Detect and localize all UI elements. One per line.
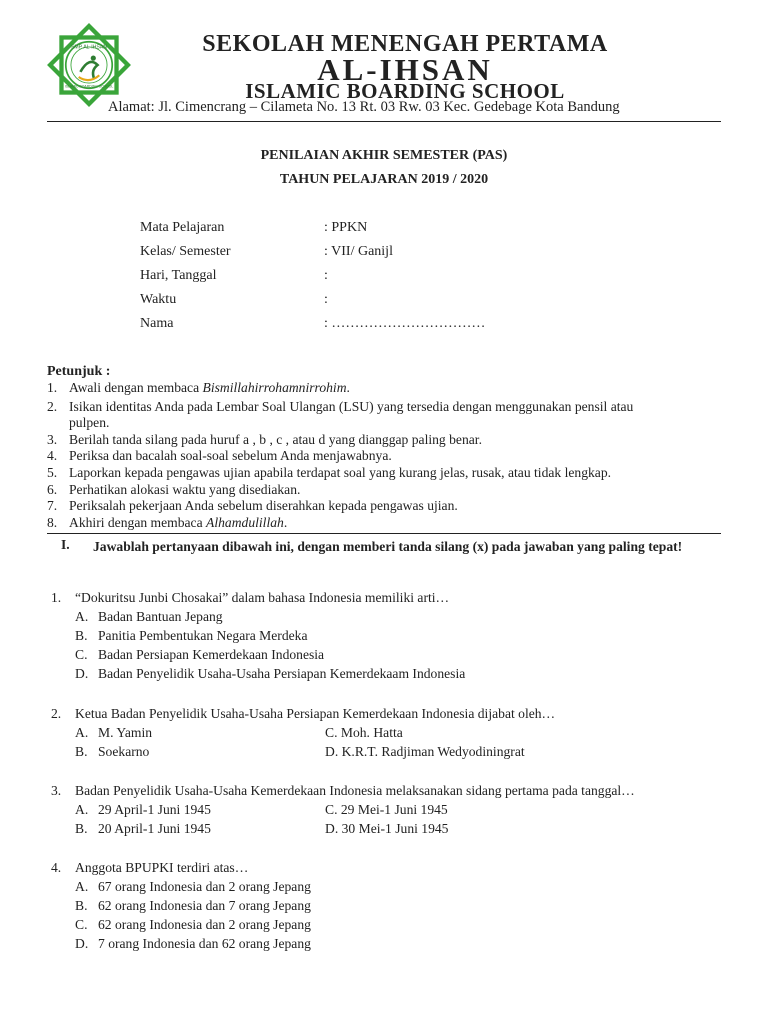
school-logo <box>46 22 132 108</box>
option-text: M. Yamin <box>98 725 153 740</box>
identity-label: Waktu <box>140 292 177 307</box>
instruction-number: 8. <box>47 515 58 530</box>
school-address: Alamat: Jl. Cimencrang – Cilameta No. 13 Rt. 03 Rw. 03 Kec. Gedebage Kota Bandung <box>108 99 620 115</box>
logo-text-bottom: ISLAMIC BOARDING SCHOOL <box>64 84 114 89</box>
option-text: 20 April-1 Juni 1945 <box>98 821 211 836</box>
option-letter: A. <box>75 725 89 740</box>
identity-label: Mata Pelajaran <box>140 220 225 235</box>
question-text: Badan Penyelidik Usaha-Usaha Kemerdekaan Indonesia melaksanakan sidang pertama pada tanggal… <box>75 783 635 798</box>
instruction-text: Periksa dan bacalah soal-soal sebelum Anda menjawabnya. <box>69 448 392 463</box>
option-text: Badan Bantuan Jepang <box>98 609 223 624</box>
option-text: Panitia Pembentukan Negara Merdeka <box>98 628 308 643</box>
section-instruction: Jawablah pertanyaan dibawah ini, dengan memberi tanda silang (x) pada jawaban yang paling tepat! <box>93 539 683 554</box>
option-letter: B. <box>75 821 88 836</box>
instruction-number: 6. <box>47 482 58 497</box>
instruction-text: Akhiri dengan membaca Alhamdulillah. <box>69 515 288 530</box>
option-text: D. K.R.T. Radjiman Wedyodiningrat <box>325 744 525 759</box>
identity-value: : VII/ Ganijl <box>324 244 393 259</box>
question-number: 4. <box>51 860 62 875</box>
question-number: 3. <box>51 783 62 798</box>
option-letter: B. <box>75 744 88 759</box>
option-text: 62 orang Indonesia dan 2 orang Jepang <box>98 917 311 932</box>
school-name-line3: ISLAMIC BOARDING SCHOOL <box>245 79 565 103</box>
question-text: Anggota BPUPKI terdiri atas… <box>75 860 249 875</box>
instruction-number: 5. <box>47 465 58 480</box>
school-name-line2: AL-IHSAN <box>317 52 493 87</box>
option-text: 7 orang Indonesia dan 62 orang Jepang <box>98 936 311 951</box>
instruction-number: 1. <box>47 380 58 395</box>
section-number: I. <box>61 537 70 552</box>
instruction-text: Perhatikan alokasi waktu yang disediakan. <box>69 482 301 497</box>
option-letter: B. <box>75 898 88 913</box>
instruction-text: Laporkan kepada pengawas ujian apabila terdapat soal yang kurang jelas, rusak, atau tidak lengkap. <box>69 465 612 480</box>
option-text: 29 April-1 Juni 1945 <box>98 802 211 817</box>
identity-value: : PPKN <box>324 220 368 235</box>
question-number: 1. <box>51 590 62 605</box>
option-letter: D. <box>75 666 89 681</box>
instruction-text: Periksalah pekerjaan Anda sebelum diserahkan kepada pengawas ujian. <box>69 498 458 513</box>
identity-label: Kelas/ Semester <box>140 244 231 259</box>
option-text: Soekarno <box>98 744 150 759</box>
instruction-number: 4. <box>47 448 58 463</box>
instruction-text: Berilah tanda silang pada huruf a , b , c , atau d yang dianggap paling benar. <box>69 432 482 447</box>
exam-title: PENILAIAN AKHIR SEMESTER (PAS) <box>260 148 508 163</box>
header-divider <box>47 121 721 122</box>
question-text: Ketua Badan Penyelidik Usaha-Usaha Persiapan Kemerdekaan Indonesia dijabat oleh… <box>75 706 556 721</box>
option-letter: D. <box>75 936 89 951</box>
instruction-number: 7. <box>47 498 58 513</box>
option-text: 67 orang Indonesia dan 2 orang Jepang <box>98 879 311 894</box>
option-text: D. 30 Mei-1 Juni 1945 <box>325 821 449 836</box>
option-letter: A. <box>75 609 89 624</box>
option-letter: B. <box>75 628 88 643</box>
identity-value: : <box>324 292 328 307</box>
option-letter: A. <box>75 879 89 894</box>
option-text: C. 29 Mei-1 Juni 1945 <box>325 802 448 817</box>
option-letter: C. <box>75 647 88 662</box>
option-letter: C. <box>75 917 88 932</box>
option-letter: A. <box>75 802 89 817</box>
identity-label: Nama <box>140 316 174 331</box>
option-text: C. Moh. Hatta <box>325 725 403 740</box>
question-number: 2. <box>51 706 62 721</box>
option-text: 62 orang Indonesia dan 7 orang Jepang <box>98 898 311 913</box>
school-year-title: TAHUN PELAJARAN 2019 / 2020 <box>279 172 489 187</box>
instructions-title: Petunjuk : <box>47 364 111 379</box>
identity-label: Hari, Tanggal <box>140 268 217 283</box>
instruction-text-continued: pulpen. <box>69 415 110 430</box>
option-text: Badan Penyelidik Usaha-Usaha Persiapan Kemerdekaam Indonesia <box>98 666 466 681</box>
instruction-text: Awali dengan membaca Bismillahirrohamnirrohim. <box>69 380 350 395</box>
identity-value: : <box>324 268 328 283</box>
option-text: Badan Persiapan Kemerdekaan Indonesia <box>98 647 325 662</box>
logo-text-top: SMP AL-IHSAN <box>70 44 108 51</box>
instruction-number: 2. <box>47 399 58 414</box>
section-divider <box>47 533 721 534</box>
instruction-number: 3. <box>47 432 58 447</box>
school-name-line1: SEKOLAH MENENGAH PERTAMA <box>202 31 608 57</box>
identity-value: : …………………………… <box>324 316 486 331</box>
instruction-text: Isikan identitas Anda pada Lembar Soal Ulangan (LSU) yang tersedia dengan menggunakan pensil atau <box>69 399 634 414</box>
question-text: “Dokuritsu Junbi Chosakai” dalam bahasa Indonesia memiliki arti… <box>75 590 450 605</box>
